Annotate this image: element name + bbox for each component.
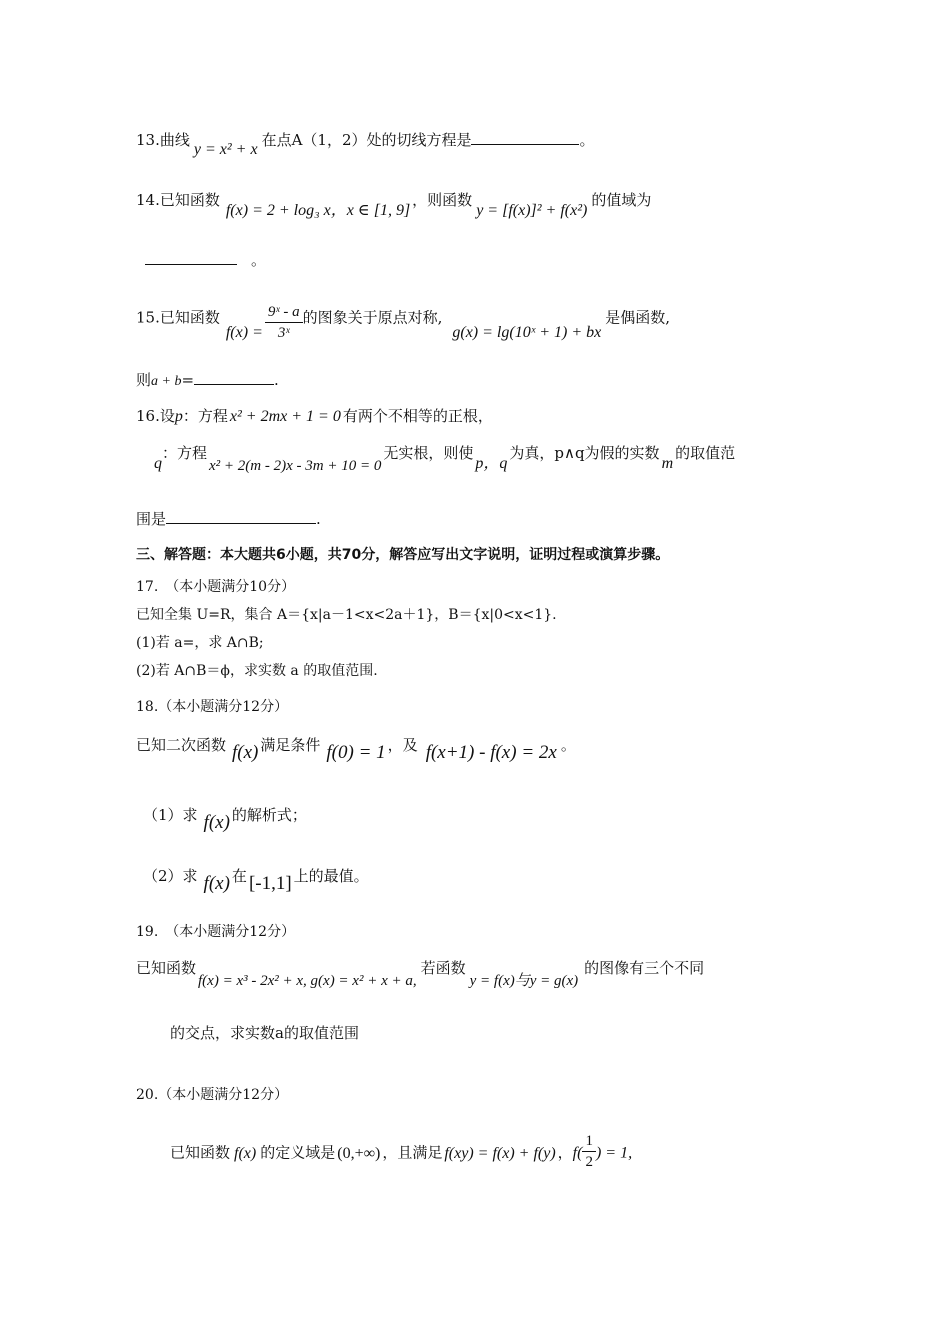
q16-formula-1: x² + 2mx + 1 = 0 [229, 408, 341, 425]
q15-formula-2: g(x) = lg(10ˣ + 1) + bx [452, 323, 602, 341]
q14-text: 的值域为 [591, 191, 652, 209]
q17-line-3: (2)若 A∩B＝ϕ，求实数 a 的取值范围. [136, 663, 378, 679]
q20-line1-f2-pre: f( [572, 1144, 583, 1162]
q14-formula-1: f(x) = 2 + log₃ x，x ∈ [1, 9] [225, 202, 411, 219]
q20-line1-d: ， [557, 1143, 573, 1162]
q20-line1-domain: (0,+∞) [337, 1144, 381, 1162]
q19-line-2: 的交点，求实数a的取值范围 [170, 1024, 359, 1042]
q18-head: 18.（本小题满分12分） [136, 699, 289, 715]
q16-text-3: ：方程 [162, 444, 208, 462]
q14-mid: ，则函数 [412, 191, 473, 209]
question-15 [136, 298, 670, 339]
q18-line1-f1: f(x) [232, 742, 259, 763]
q20-fraction-numerator: 1 [582, 1131, 596, 1152]
q14-formula-2: y = [f(x)]² + f(x²) [476, 202, 588, 219]
q16-label: 16.设 [136, 407, 175, 425]
q18-line3-b: 在 [231, 867, 247, 885]
q18-line2-f: f(x) [203, 812, 230, 833]
q16-end: . [316, 510, 321, 528]
q15-line2-formula: a + b [151, 374, 182, 389]
q13-answer-blank [471, 130, 579, 145]
q13-text: 在点A（1，2）处的切线方程是 [261, 131, 472, 149]
q20-line1-f: f(x) [234, 1144, 257, 1162]
q14-label: 14.已知函数 [136, 191, 220, 209]
q19-line1-formula: f(x) = x³ - 2x² + x, g(x) = x² + x + a, [198, 973, 417, 989]
q17-line-1: 已知全集 U=R，集合 A＝{x|a－1<x<2a＋1}，B＝{x|0<x<1}. [136, 607, 557, 623]
q15-text-2: 是偶函数, [605, 308, 671, 327]
q15-label: 15.已知函数 [136, 308, 220, 327]
q20-line1-a: 已知函数 [170, 1143, 231, 1162]
q19-line1-c: 的图像有三个不同 [584, 959, 705, 977]
q15-text-1: 的图象关于原点对称, [302, 308, 443, 327]
q16-formula-2: x² + 2(m - 2)x - 3m + 10 = 0 [209, 458, 382, 474]
q18-line1-f3: f(x+1) - f(x) = 2x [425, 742, 557, 763]
q15-fraction-denominator: 3ˣ [277, 325, 290, 341]
question-13 [136, 130, 595, 158]
q20-line-1 [170, 1133, 632, 1174]
q18-line2-b: 的解析式； [231, 806, 307, 824]
q19-line1-b: 若函数 [420, 959, 466, 977]
q20-line1-formula: f(xy) = f(x) + f(y) [444, 1144, 556, 1162]
q16-text-1: ：方程 [182, 407, 228, 425]
q18-line3-interval: [-1,1] [248, 873, 292, 894]
q16-answer-blank [166, 509, 316, 524]
q13-formula: y = x² + x [193, 141, 258, 158]
q19-line1-a: 已知函数 [136, 959, 197, 977]
q14-answer-line [145, 250, 266, 270]
q15-line2-pre: 则 [136, 371, 152, 389]
q16-text-5: 为真，p∧q为假的实数 [509, 444, 660, 462]
q20-fraction-denominator: 2 [585, 1154, 593, 1170]
q16-m: m [661, 455, 674, 472]
q17-line-2: (1)若 a=，求 A∩B; [136, 635, 264, 651]
q16-line-3: 围是 [136, 510, 167, 528]
q16-p: p [174, 408, 183, 425]
q18-line3-f: f(x) [203, 873, 230, 894]
q18-line3-c: 上的最值。 [293, 867, 369, 885]
q16-line-2 [154, 443, 736, 474]
q15-fraction [265, 302, 303, 343]
q20-line1-b: 的定义域是 [260, 1143, 336, 1162]
q16-text-4: 无实根，则使 [383, 444, 474, 462]
q14-end: 。 [251, 251, 267, 269]
q20-head: 20.（本小题满分12分） [136, 1087, 289, 1103]
q15-answer-line [136, 370, 279, 392]
q18-line-1 [136, 735, 576, 763]
q19-line1-formula-2: y = f(x)与y = g(x) [469, 973, 579, 989]
q19-head: 19. （本小题满分12分） [136, 924, 296, 940]
q18-line1-d: 。 [560, 736, 576, 754]
q17-head: 17. （本小题满分10分） [136, 579, 296, 595]
q16-text-6: 的取值范 [675, 444, 736, 462]
q20-line1-c: ，且满足 [382, 1143, 443, 1162]
q20-fraction [582, 1131, 596, 1172]
q18-line1-a: 已知二次函数 [136, 736, 227, 754]
q18-line-2 [143, 805, 307, 833]
q13-label: 13.曲线 [136, 131, 190, 149]
q14-answer-blank [145, 250, 237, 265]
q18-line1-c: ，及 [387, 736, 418, 754]
q15-line2-eq: = [181, 371, 195, 389]
q18-line3-a: （2）求 [143, 867, 198, 885]
q15-answer-blank [194, 370, 274, 385]
q15-fraction-numerator: 9ˣ - a [265, 302, 303, 323]
section-3-title: 三、解答题：本大题共6小题，共70分，解答应写出文字说明，证明过程或演算步骤。 [136, 547, 670, 563]
q13-end: 。 [579, 131, 595, 149]
q18-line-3 [143, 866, 369, 894]
q19-line-1 [136, 958, 705, 989]
q16-answer-line [136, 509, 321, 529]
q18-line2-a: （1）求 [143, 806, 198, 824]
q16-text-2: 有两个不相等的正根， [342, 407, 493, 425]
q15-formula-1-lhs: f(x) = [225, 323, 263, 341]
q18-line1-b: 满足条件 [260, 736, 321, 754]
q20-line1-f2-post: ) = 1, [595, 1144, 633, 1162]
question-14 [136, 190, 652, 219]
q15-line2-end: . [274, 371, 279, 389]
q18-line1-f2: f(0) = 1 [326, 742, 386, 763]
question-16 [136, 406, 493, 427]
q16-q: q [154, 455, 162, 472]
q16-pq: p，q [475, 455, 508, 472]
